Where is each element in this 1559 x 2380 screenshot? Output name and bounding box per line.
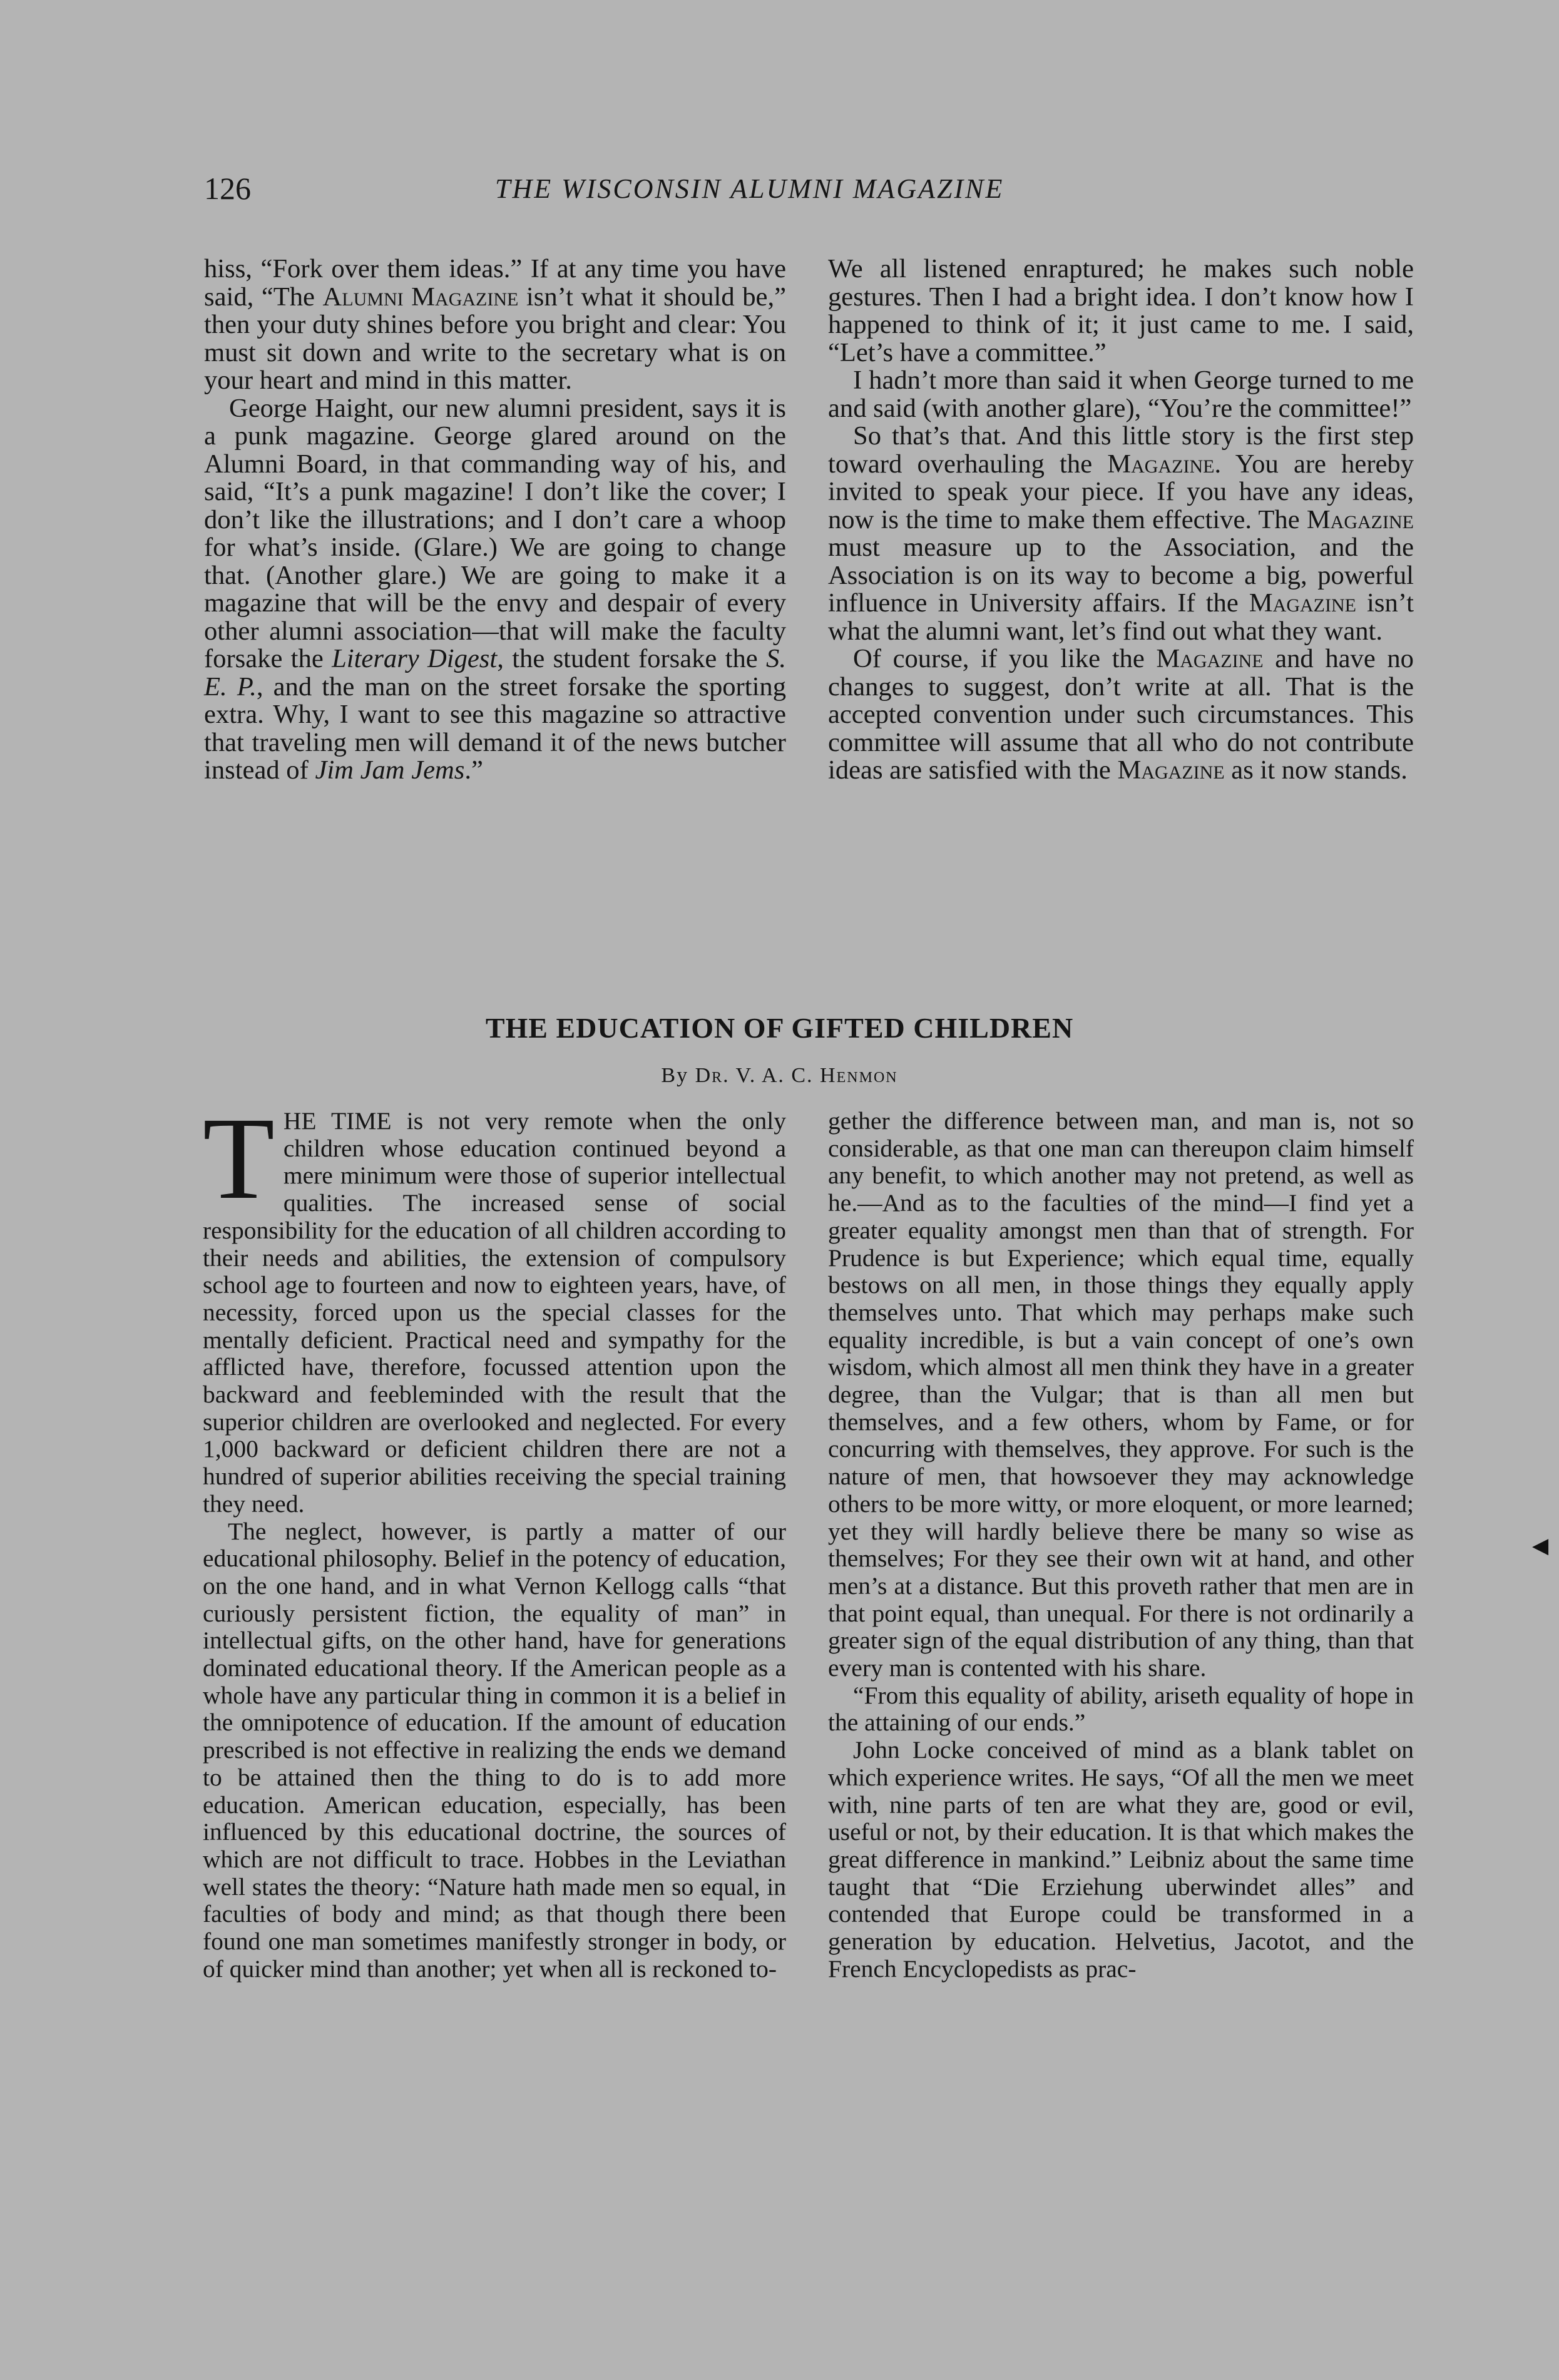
- paragraph: We all listened enraptured; he makes such noble gestures. Then I had a bright idea. I don’t know how I happened to think of it; it just came to me. I said, “Let’s have a committee.”: [828, 254, 1414, 367]
- paragraph: THE TIME is not very remote when the only children whose education continued beyond a mere minimum were those of superior intellectual qualities. The increased sense of social responsibility for the education of all children according to their needs and abilities, the extension of compulsory school age to fourteen and now to eighteen years, have, of necessity, forced upon us the special classes for the mentally deficient. Practical need and sympathy for the afflicted have, therefore, focussed attention upon the backward and feebleminded with the result that the superior children are overlooked and neglected. For every 1,000 backward or deficient children there are not a hundred of superior abilities receiving the special training they need.: [203, 1093, 786, 1518]
- drop-cap: T: [203, 1093, 275, 1223]
- margin-arrow-icon: ◀: [1532, 1533, 1549, 1558]
- page-header: [204, 170, 1418, 214]
- running-title: THE WISCONSIN ALUMNI MAGAZINE: [495, 173, 1004, 204]
- paragraph: George Haight, our new alumni president, says it is a punk magazine. George glared around on the Alumni Board, in that commanding way of his, and said, “It’s a punk magazine! I don’t like the cover; I don’t like the illustrations; and I don’t care a whoop for what’s inside. (Glare.) We are going to change that. (Another glare.) We are going to make it a magazine that will be the envy and despair of every other alumni association—that will make the faculty forsake the Literary Digest, the student forsake the S. E. P., and the man on the street forsake the sporting extra. Why, I want to see this magazine so attractive that traveling men will demand it of the news butcher instead of Jim Jam Jems.”: [204, 393, 786, 785]
- paragraph: “From this equality of ability, ariseth equality of hope in the attaining of our ends.”: [828, 1681, 1414, 1737]
- paragraph: Of course, if you like the Magazine and have no changes to suggest, don’t write at all. That is the accepted convention under such circumstances. This committee will assume that all who do not contribute ideas are satisfied with the Magazine as it now stands.: [828, 644, 1414, 785]
- paragraph: I hadn’t more than said it when George turned to me and said (with another glare), “You’re the committee!”: [828, 365, 1414, 423]
- article-title: THE EDUCATION OF GIFTED CHILDREN: [485, 1012, 1074, 1044]
- article-column-left: [203, 1093, 786, 1983]
- article-column-right: [828, 1108, 1414, 1983]
- paragraph: The neglect, however, is partly a matter of our educational philosophy. Belief in the potency of education, on the one hand, and in what Vernon Kellogg calls “that curiously persistent fiction, the equality of man” in intellectual gifts, on the other hand, have for generations dominated educational theory. If the American people as a whole have any particular thing in common it is a belief in the omnipotence of education. If the amount of education prescribed is not effective in realizing the ends we demand to be attained then the thing to do is to add more education. American education, especially, has been influenced by this educational doctrine, the sources of which are not difficult to trace. Hobbes in the Leviathan well states the theory: “Nature hath made men so equal, in faculties of body and mind; as that though there been found one man sometimes manifestly stronger in body, or of quicker mind than another; yet when all is reckoned to-: [203, 1517, 786, 1983]
- paragraph: gether the difference between man, and man is, not so considerable, as that one man can thereupon claim himself any benefit, to which another may not pretend, as well as he.—And as to the faculties of the mind—I find yet a greater equality amongst men than that of strength. For Prudence is but Experience; which equal time, equally bestows on all men, in those things they equally apply themselves unto. That which may perhaps make such equality incredible, is but a vain concept of one’s own wisdom, which almost all men think they have in a greater degree, than the Vulgar; that is than all men but themselves, and a few others, whom by Fame, or for concurring with themselves, they approve. For such is the nature of men, that howsoever they may acknowledge others to be more witty, or more eloquent, or more learned; yet they will hardly believe there be many so wise as themselves; For they see their own wit at hand, and other men’s at a distance. But this proveth rather that men are in that point equal, than unequal. For there is not ordinarily a greater sign of the equal distribution of any thing, than that every man is contented with his share.: [828, 1107, 1414, 1682]
- paragraph: John Locke conceived of mind as a blank tablet on which experience writes. He says, “Of all the men we meet with, nine parts of ten are what they are, good or evil, useful or not, by their education. It is that which makes the great difference in mankind.” Leibniz about the same time taught that “Die Erziehung uberwindet alles” and contended that Europe could be transformed in a generation by education. Helvetius, Jacotot, and the French Encyclopedists as prac-: [828, 1736, 1414, 1983]
- article-byline: By Dr. V. A. C. Henmon: [661, 1064, 898, 1087]
- page-number: 126: [204, 171, 251, 206]
- editorial-column-left: [204, 255, 786, 785]
- paragraph: hiss, “Fork over them ideas.” If at any time you have said, “The Alumni Magazine isn’t what it should be,” then your duty shines before you bright and clear: You must sit down and write to the secretary what is on your heart and mind in this matter.: [204, 254, 786, 395]
- paragraph: So that’s that. And this little story is the first step toward overhauling the Magazine. You are hereby invited to speak your piece. If you have any ideas, now is the time to make them effective. The Magazine must measure up to the Association, and the Association is on its way to become a big, powerful influence in University affairs. If the Magazine isn’t what the alumni want, let’s find out what they want.: [828, 421, 1414, 646]
- editorial-column-right: [828, 255, 1414, 785]
